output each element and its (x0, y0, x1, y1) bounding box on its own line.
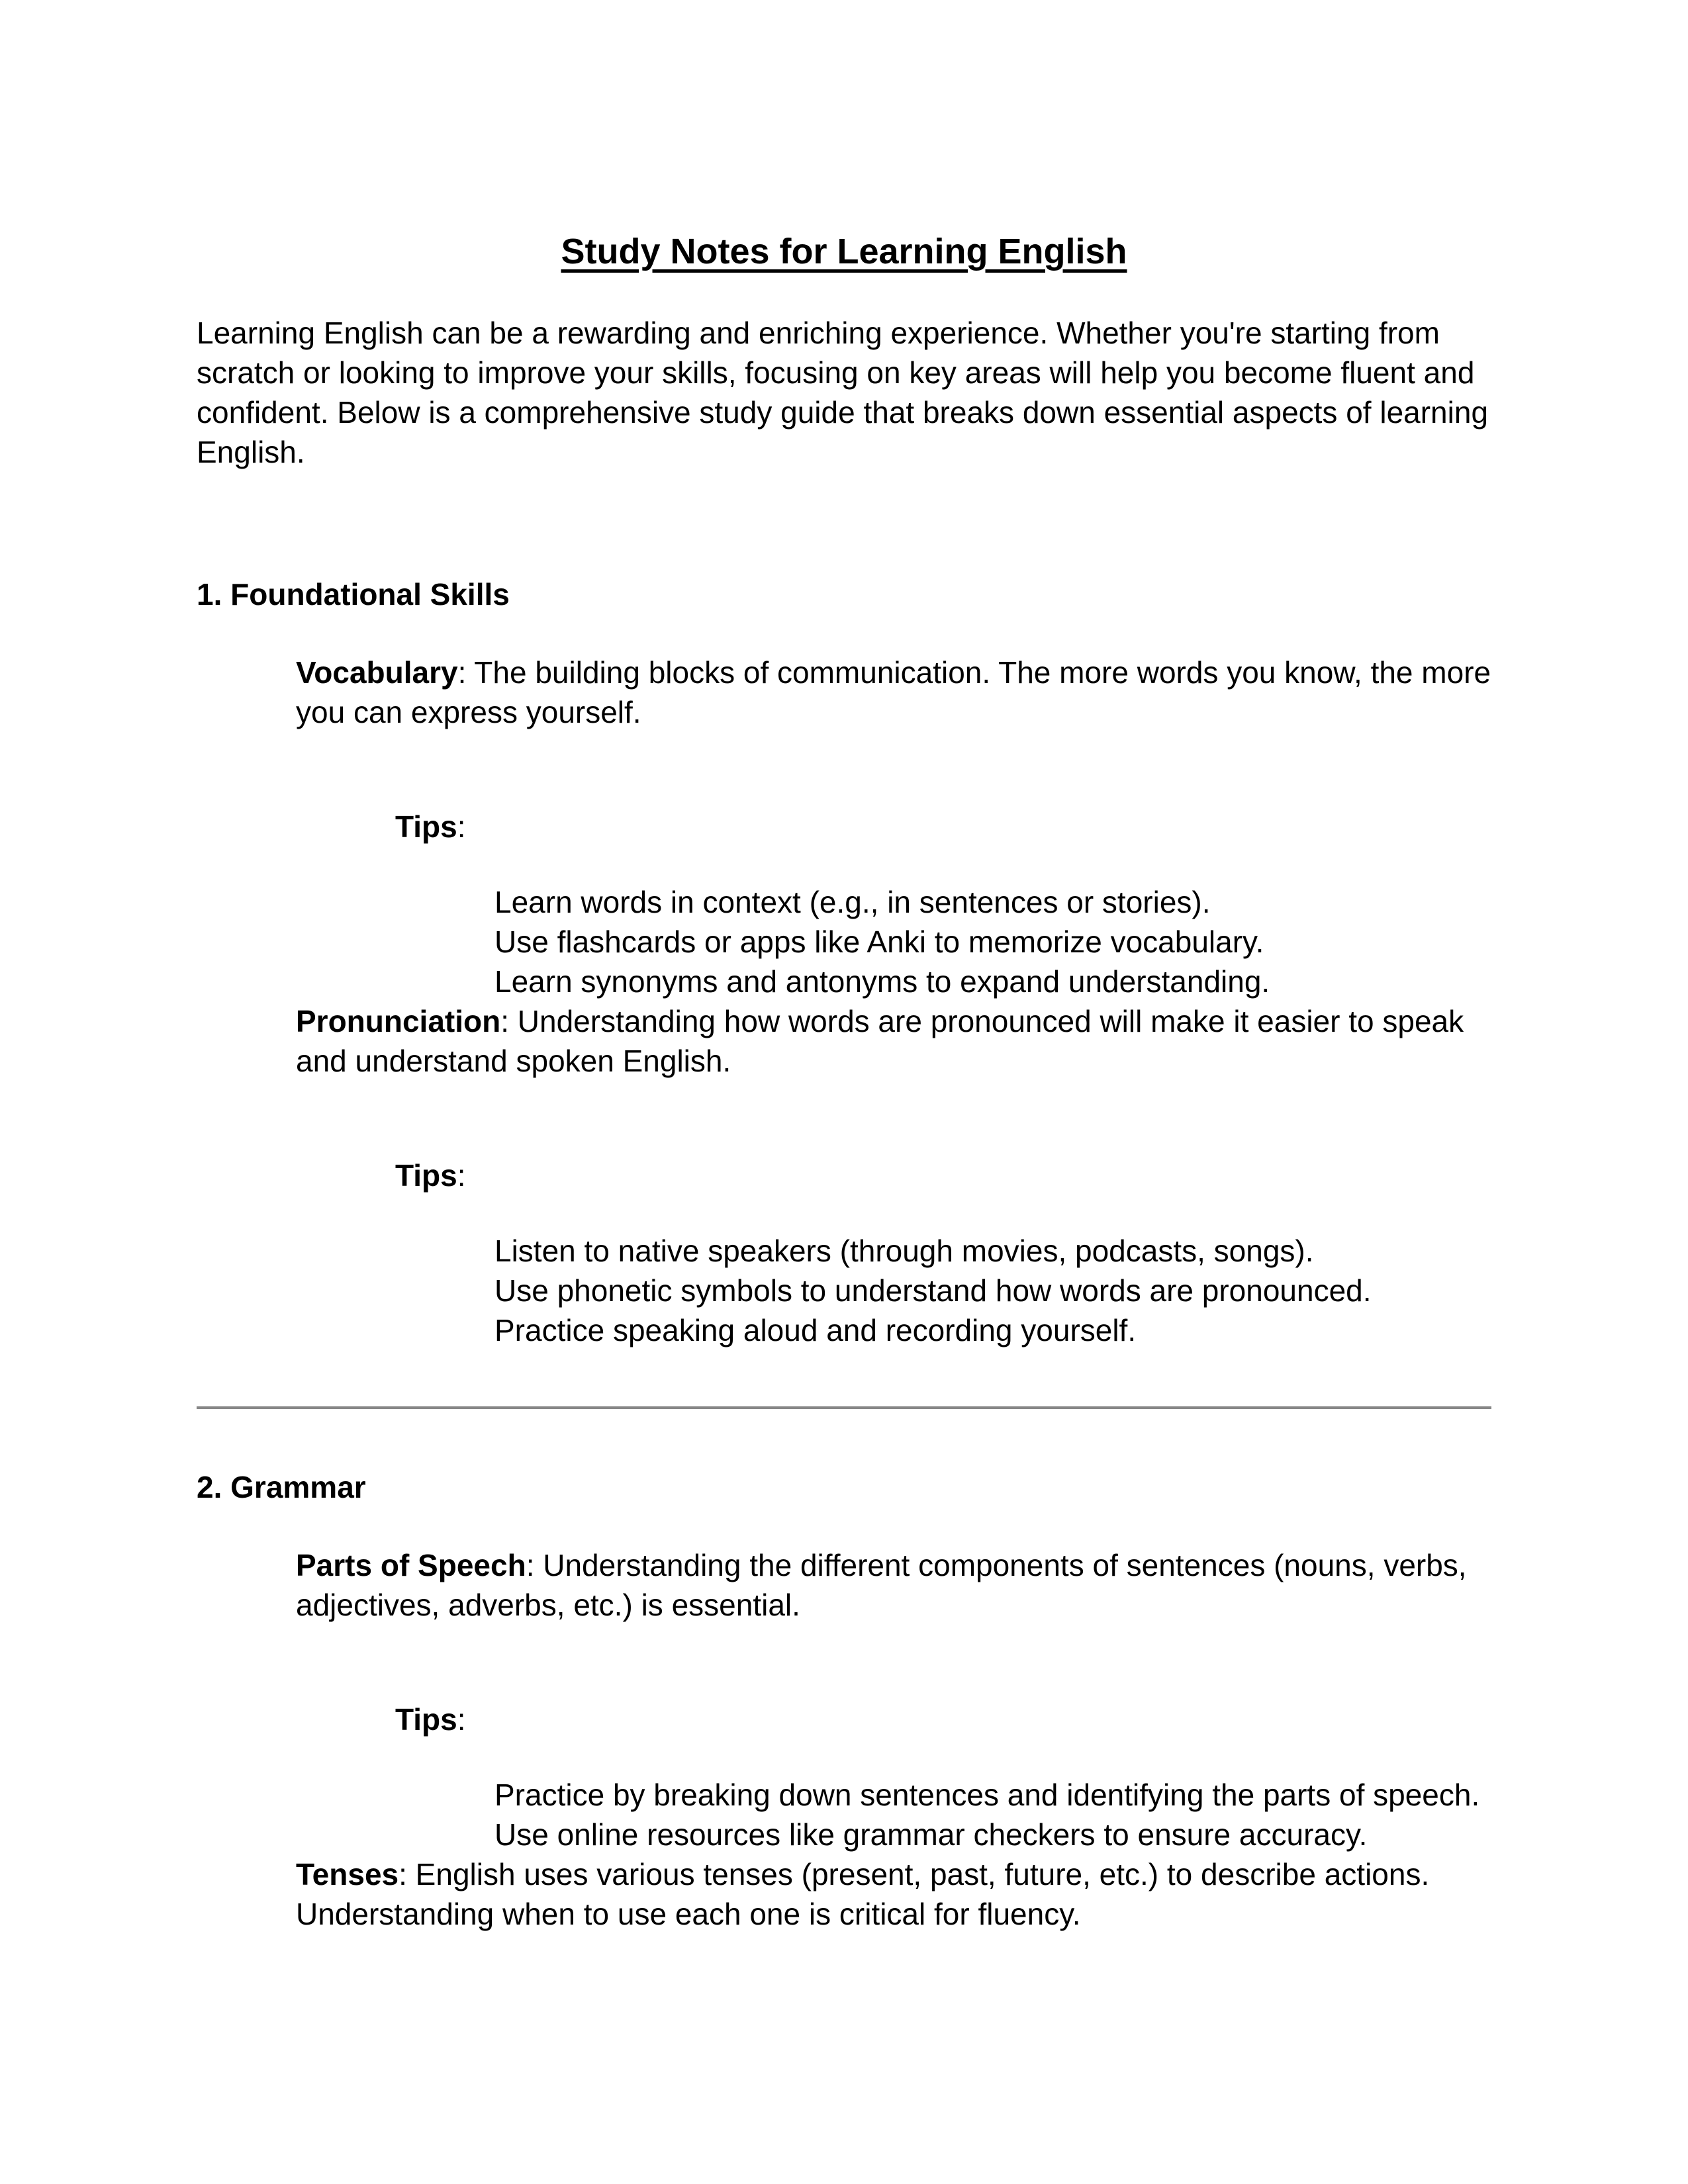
section-1-list (197, 653, 1491, 1350)
term-description: : Understanding how words are pronounced will make it easier to speak and understand spoken English. (296, 1004, 1464, 1078)
entry-text (296, 1854, 1491, 1934)
term-label: Tenses (296, 1857, 399, 1891)
tips-colon: : (457, 809, 466, 844)
bullet-marker-box (445, 1815, 494, 1854)
entry-text (296, 653, 1491, 732)
tip-text: Practice speaking aloud and recording yourself. (494, 1313, 1137, 1347)
entry-text (296, 1545, 1491, 1625)
bullet-marker-box (248, 1545, 296, 1854)
tips-label: Tips (395, 1158, 457, 1193)
tips-label-line (395, 807, 1491, 846)
tip-item (445, 1231, 1491, 1271)
tips-label: Tips (395, 809, 457, 844)
tips-colon: : (457, 1158, 466, 1193)
term-label: Parts of Speech (296, 1548, 526, 1582)
tip-item (445, 882, 1491, 922)
tip-text: Learn synonyms and antonyms to expand understanding. (494, 964, 1270, 999)
entry-content (296, 1545, 1491, 1854)
tips-colon: : (457, 1702, 466, 1737)
list-item-parts-of-speech (248, 1545, 1491, 1854)
tip-text: Use online resources like grammar checkers to ensure accuracy. (494, 1817, 1368, 1852)
tip-text: Use phonetic symbols to understand how words are pronounced. (494, 1273, 1372, 1308)
section-heading-foundational-skills: 1. Foundational Skills (197, 577, 510, 612)
entry-text (296, 1001, 1491, 1081)
section-divider (197, 1406, 1491, 1409)
tip-item (445, 1271, 1491, 1310)
section-2-list (197, 1545, 1491, 1934)
entry-content (296, 653, 1491, 1001)
tips-list (296, 1775, 1491, 1854)
term-label: Vocabulary (296, 655, 458, 690)
tip-item (445, 962, 1491, 1001)
term-description: : Understanding the different components of sentences (nouns, verbs, adjectives, adverbs, etc.) is essential. (296, 1548, 1467, 1622)
tip-item (445, 1775, 1491, 1815)
bullet-marker-box (445, 882, 494, 922)
bullet-marker-box (445, 1310, 494, 1350)
bullet-marker-box (445, 1231, 494, 1271)
bullet-marker-box (445, 922, 494, 962)
bullet-marker-box (445, 1775, 494, 1815)
tip-text: Practice by breaking down sentences and identifying the parts of speech. (494, 1778, 1480, 1812)
term-description: : English uses various tenses (present, past, future, etc.) to describe actions. Understanding when to use each one is critical for fluency. (296, 1857, 1430, 1931)
intro-paragraph: Learning English can be a rewarding and enriching experience. Whether you're starting from scratch or looking to improve your skills, focusing on key areas will help you become fluent and confident. Below is a comprehensive study guide that breaks down essential aspects of learning English. (197, 316, 1489, 469)
tip-item (445, 1310, 1491, 1350)
tip-item (445, 1815, 1491, 1854)
tips-label-line (395, 1700, 1491, 1739)
list-item-pronunciation (248, 1001, 1491, 1350)
bullet-marker-box (248, 1854, 296, 1934)
tips-label-line (395, 1156, 1491, 1195)
document-title: Study Notes for Learning English (561, 232, 1127, 271)
bullet-marker-box (248, 1001, 296, 1350)
tip-text: Listen to native speakers (through movies, podcasts, songs). (494, 1234, 1314, 1268)
tip-text: Use flashcards or apps like Anki to memorize vocabulary. (494, 925, 1264, 959)
tips-list (296, 882, 1491, 1001)
bullet-marker-box (248, 653, 296, 1001)
bullet-marker-box (445, 962, 494, 1001)
tips-label: Tips (395, 1702, 457, 1737)
list-item-tenses (248, 1854, 1491, 1934)
term-label: Pronunciation (296, 1004, 501, 1038)
tips-list (296, 1231, 1491, 1350)
section-heading-grammar: 2. Grammar (197, 1470, 366, 1504)
bullet-marker-box (445, 1271, 494, 1310)
term-description: : The building blocks of communication. The more words you know, the more you can express yourself. (296, 655, 1491, 729)
tip-text: Learn words in context (e.g., in sentences or stories). (494, 885, 1211, 919)
list-item-vocabulary (248, 653, 1491, 1001)
entry-content (296, 1001, 1491, 1350)
entry-content (296, 1854, 1491, 1934)
tip-item (445, 922, 1491, 962)
